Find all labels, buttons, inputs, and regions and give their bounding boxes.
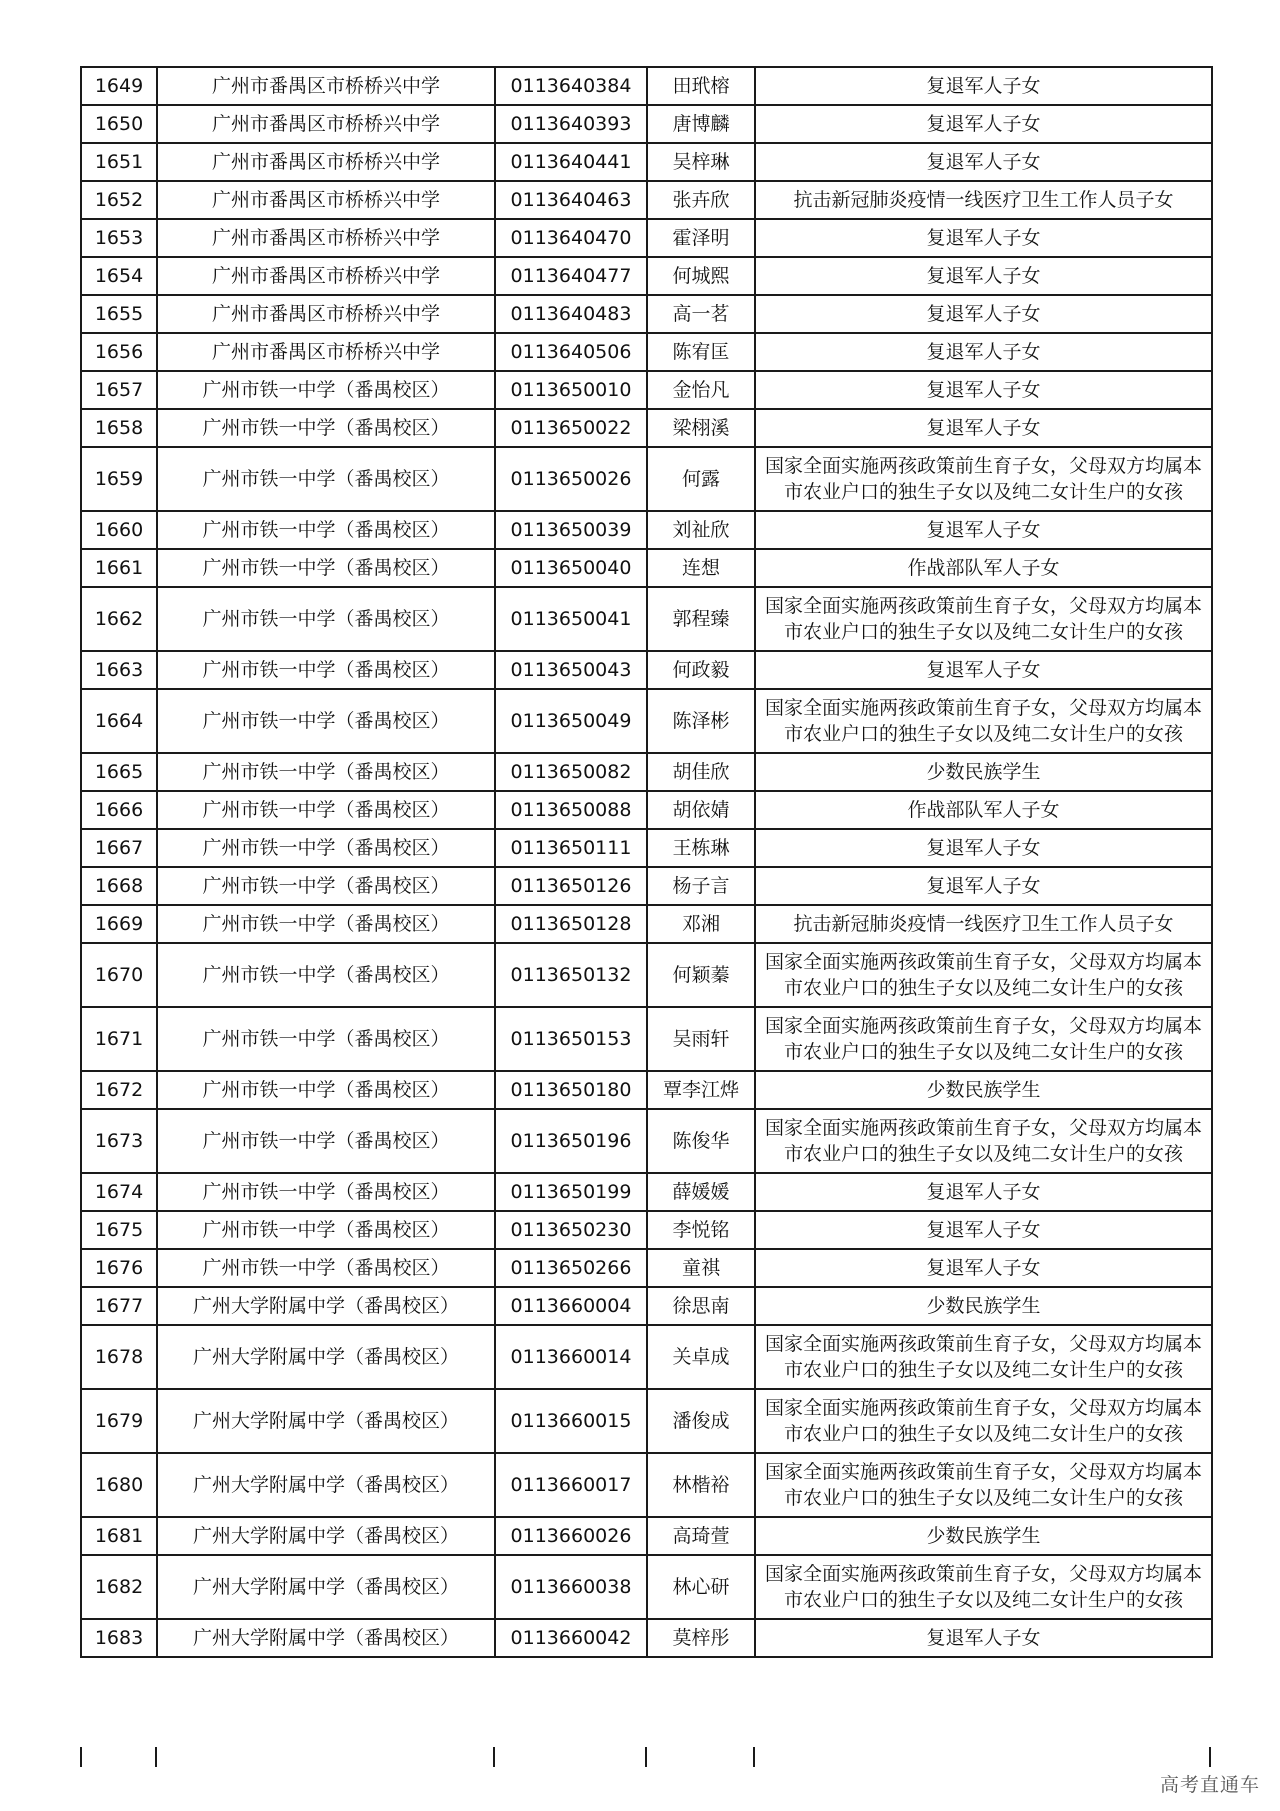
candidate-id-cell: 0113650043: [495, 651, 647, 689]
category-cell: 少数民族学生: [755, 1517, 1212, 1555]
student-name-cell: 王栋琳: [647, 829, 755, 867]
category-cell: 国家全面实施两孩政策前生育子女，父母双方均属本市农业户口的独生子女以及纯二女计生户的女孩: [755, 943, 1212, 1007]
row-number-cell: 1673: [81, 1109, 157, 1173]
table-edge-line: [753, 1747, 755, 1767]
school-name-cell: 广州市铁一中学（番禺校区）: [157, 371, 495, 409]
school-name-cell: 广州市铁一中学（番禺校区）: [157, 511, 495, 549]
school-name-cell: 广州大学附属中学（番禺校区）: [157, 1389, 495, 1453]
student-name-cell: 陈俊华: [647, 1109, 755, 1173]
table-row: [81, 587, 1212, 651]
student-name-cell: 唐博麟: [647, 105, 755, 143]
row-number-cell: 1661: [81, 549, 157, 587]
candidate-id-cell: 0113650111: [495, 829, 647, 867]
school-name-cell: 广州大学附属中学（番禺校区）: [157, 1619, 495, 1657]
table-row: [81, 1619, 1212, 1657]
student-name-cell: 薛媛媛: [647, 1173, 755, 1211]
student-name-cell: 何露: [647, 447, 755, 511]
row-number-cell: 1672: [81, 1071, 157, 1109]
table-edge-line: [493, 1747, 495, 1767]
category-cell: 国家全面实施两孩政策前生育子女，父母双方均属本市农业户口的独生子女以及纯二女计生户的女孩: [755, 1325, 1212, 1389]
candidate-id-cell: 0113660015: [495, 1389, 647, 1453]
student-name-cell: 梁栩溪: [647, 409, 755, 447]
school-name-cell: 广州大学附属中学（番禺校区）: [157, 1517, 495, 1555]
candidate-id-cell: 0113650049: [495, 689, 647, 753]
row-number-cell: 1650: [81, 105, 157, 143]
row-number-cell: 1663: [81, 651, 157, 689]
table-row: [81, 1007, 1212, 1071]
candidate-id-cell: 0113650266: [495, 1249, 647, 1287]
category-cell: 国家全面实施两孩政策前生育子女，父母双方均属本市农业户口的独生子女以及纯二女计生户的女孩: [755, 447, 1212, 511]
school-name-cell: 广州市番禺区市桥桥兴中学: [157, 67, 495, 105]
table-row: [81, 829, 1212, 867]
candidate-id-cell: 0113650088: [495, 791, 647, 829]
table-row: [81, 651, 1212, 689]
row-number-cell: 1669: [81, 905, 157, 943]
row-number-cell: 1656: [81, 333, 157, 371]
candidate-id-cell: 0113660004: [495, 1287, 647, 1325]
candidate-id-cell: 0113640477: [495, 257, 647, 295]
row-number-cell: 1681: [81, 1517, 157, 1555]
student-name-cell: 林心研: [647, 1555, 755, 1619]
category-cell: 复退军人子女: [755, 333, 1212, 371]
table-row: [81, 1517, 1212, 1555]
category-cell: 国家全面实施两孩政策前生育子女，父母双方均属本市农业户口的独生子女以及纯二女计生户的女孩: [755, 1555, 1212, 1619]
watermark: 高考直通车: [1159, 1774, 1260, 1796]
student-name-cell: 陈宥匡: [647, 333, 755, 371]
row-number-cell: 1670: [81, 943, 157, 1007]
school-name-cell: 广州市番禺区市桥桥兴中学: [157, 181, 495, 219]
category-cell: 复退军人子女: [755, 143, 1212, 181]
row-number-cell: 1683: [81, 1619, 157, 1657]
row-number-cell: 1665: [81, 753, 157, 791]
row-number-cell: 1682: [81, 1555, 157, 1619]
table-row: [81, 1249, 1212, 1287]
candidate-id-cell: 0113640384: [495, 67, 647, 105]
school-name-cell: 广州市铁一中学（番禺校区）: [157, 867, 495, 905]
school-name-cell: 广州市铁一中学（番禺校区）: [157, 1211, 495, 1249]
candidate-id-cell: 0113650199: [495, 1173, 647, 1211]
candidate-id-cell: 0113650196: [495, 1109, 647, 1173]
student-name-cell: 关卓成: [647, 1325, 755, 1389]
candidate-id-cell: 0113660038: [495, 1555, 647, 1619]
row-number-cell: 1680: [81, 1453, 157, 1517]
table-row: [81, 1555, 1212, 1619]
table-row: [81, 1211, 1212, 1249]
category-cell: 复退军人子女: [755, 1211, 1212, 1249]
category-cell: 抗击新冠肺炎疫情一线医疗卫生工作人员子女: [755, 905, 1212, 943]
row-number-cell: 1668: [81, 867, 157, 905]
school-name-cell: 广州大学附属中学（番禺校区）: [157, 1453, 495, 1517]
table-row: [81, 447, 1212, 511]
table-row: [81, 67, 1212, 105]
candidate-id-cell: 0113650153: [495, 1007, 647, 1071]
table-row: [81, 1071, 1212, 1109]
student-name-cell: 高琦萱: [647, 1517, 755, 1555]
school-name-cell: 广州市番禺区市桥桥兴中学: [157, 105, 495, 143]
candidate-id-cell: 0113650082: [495, 753, 647, 791]
student-name-cell: 莫梓彤: [647, 1619, 755, 1657]
row-number-cell: 1651: [81, 143, 157, 181]
student-name-cell: 何颖蓁: [647, 943, 755, 1007]
school-name-cell: 广州市铁一中学（番禺校区）: [157, 943, 495, 1007]
table-row: [81, 1109, 1212, 1173]
row-number-cell: 1674: [81, 1173, 157, 1211]
school-name-cell: 广州市铁一中学（番禺校区）: [157, 1109, 495, 1173]
student-name-cell: 邓湘: [647, 905, 755, 943]
table-edge-line: [645, 1747, 647, 1767]
candidate-id-cell: 0113650039: [495, 511, 647, 549]
school-name-cell: 广州市番禺区市桥桥兴中学: [157, 143, 495, 181]
table-row: [81, 143, 1212, 181]
candidate-id-cell: 0113660017: [495, 1453, 647, 1517]
category-cell: 国家全面实施两孩政策前生育子女，父母双方均属本市农业户口的独生子女以及纯二女计生户的女孩: [755, 1389, 1212, 1453]
candidate-id-cell: 0113660042: [495, 1619, 647, 1657]
school-name-cell: 广州市铁一中学（番禺校区）: [157, 549, 495, 587]
category-cell: 复退军人子女: [755, 511, 1212, 549]
category-cell: 复退军人子女: [755, 295, 1212, 333]
table-row: [81, 333, 1212, 371]
table-edge-line: [1209, 1747, 1211, 1767]
candidate-id-cell: 0113650041: [495, 587, 647, 651]
table-row: [81, 1453, 1212, 1517]
category-cell: 复退军人子女: [755, 1173, 1212, 1211]
row-number-cell: 1675: [81, 1211, 157, 1249]
student-name-cell: 金怡凡: [647, 371, 755, 409]
candidate-id-cell: 0113650128: [495, 905, 647, 943]
school-name-cell: 广州市铁一中学（番禺校区）: [157, 409, 495, 447]
school-name-cell: 广州大学附属中学（番禺校区）: [157, 1325, 495, 1389]
row-number-cell: 1660: [81, 511, 157, 549]
student-name-cell: 杨子言: [647, 867, 755, 905]
candidate-id-cell: 0113640506: [495, 333, 647, 371]
row-number-cell: 1666: [81, 791, 157, 829]
school-name-cell: 广州市铁一中学（番禺校区）: [157, 1249, 495, 1287]
candidate-id-cell: 0113640470: [495, 219, 647, 257]
candidate-id-cell: 0113650230: [495, 1211, 647, 1249]
candidate-id-cell: 0113650040: [495, 549, 647, 587]
candidate-id-cell: 0113660014: [495, 1325, 647, 1389]
candidate-id-cell: 0113660026: [495, 1517, 647, 1555]
student-name-cell: 连想: [647, 549, 755, 587]
student-name-cell: 胡依婧: [647, 791, 755, 829]
candidate-id-cell: 0113650132: [495, 943, 647, 1007]
school-name-cell: 广州大学附属中学（番禺校区）: [157, 1287, 495, 1325]
category-cell: 抗击新冠肺炎疫情一线医疗卫生工作人员子女: [755, 181, 1212, 219]
category-cell: 复退军人子女: [755, 371, 1212, 409]
school-name-cell: 广州市铁一中学（番禺校区）: [157, 689, 495, 753]
student-name-cell: 徐思南: [647, 1287, 755, 1325]
row-number-cell: 1678: [81, 1325, 157, 1389]
school-name-cell: 广州市番禺区市桥桥兴中学: [157, 219, 495, 257]
table-row: [81, 943, 1212, 1007]
candidate-id-cell: 0113650010: [495, 371, 647, 409]
category-cell: 复退军人子女: [755, 67, 1212, 105]
category-cell: 国家全面实施两孩政策前生育子女，父母双方均属本市农业户口的独生子女以及纯二女计生户的女孩: [755, 1007, 1212, 1071]
school-name-cell: 广州市番禺区市桥桥兴中学: [157, 295, 495, 333]
school-name-cell: 广州市番禺区市桥桥兴中学: [157, 257, 495, 295]
table-row: [81, 1173, 1212, 1211]
row-number-cell: 1677: [81, 1287, 157, 1325]
student-name-cell: 郭程臻: [647, 587, 755, 651]
category-cell: 复退军人子女: [755, 105, 1212, 143]
student-name-cell: 何城熙: [647, 257, 755, 295]
candidate-id-cell: 0113640463: [495, 181, 647, 219]
category-cell: 复退军人子女: [755, 1619, 1212, 1657]
category-cell: 复退军人子女: [755, 829, 1212, 867]
category-cell: 复退军人子女: [755, 219, 1212, 257]
row-number-cell: 1655: [81, 295, 157, 333]
category-cell: 复退军人子女: [755, 867, 1212, 905]
table-body: [81, 67, 1212, 1657]
student-name-cell: 刘祉欣: [647, 511, 755, 549]
student-name-cell: 胡佳欣: [647, 753, 755, 791]
table-edge-line: [155, 1747, 157, 1767]
table-row: [81, 295, 1212, 333]
school-name-cell: 广州市铁一中学（番禺校区）: [157, 753, 495, 791]
table-row: [81, 371, 1212, 409]
list-table: [80, 66, 1213, 1658]
student-name-cell: 吴雨轩: [647, 1007, 755, 1071]
student-name-cell: 童祺: [647, 1249, 755, 1287]
table-row: [81, 549, 1212, 587]
category-cell: 复退军人子女: [755, 651, 1212, 689]
table-row: [81, 181, 1212, 219]
category-cell: 作战部队军人子女: [755, 791, 1212, 829]
row-number-cell: 1654: [81, 257, 157, 295]
student-name-cell: 何政毅: [647, 651, 755, 689]
candidate-id-cell: 0113640393: [495, 105, 647, 143]
candidate-id-cell: 0113650126: [495, 867, 647, 905]
category-cell: 少数民族学生: [755, 1287, 1212, 1325]
table-edge-line: [80, 1747, 82, 1767]
table-row: [81, 867, 1212, 905]
category-cell: 国家全面实施两孩政策前生育子女，父母双方均属本市农业户口的独生子女以及纯二女计生户的女孩: [755, 689, 1212, 753]
row-number-cell: 1658: [81, 409, 157, 447]
student-name-cell: 张卉欣: [647, 181, 755, 219]
candidate-id-cell: 0113640483: [495, 295, 647, 333]
category-cell: 复退军人子女: [755, 409, 1212, 447]
category-cell: 复退军人子女: [755, 257, 1212, 295]
table-row: [81, 1389, 1212, 1453]
category-cell: 作战部队军人子女: [755, 549, 1212, 587]
table-row: [81, 1287, 1212, 1325]
school-name-cell: 广州市铁一中学（番禺校区）: [157, 1007, 495, 1071]
school-name-cell: 广州市铁一中学（番禺校区）: [157, 651, 495, 689]
school-name-cell: 广州市铁一中学（番禺校区）: [157, 1071, 495, 1109]
row-number-cell: 1676: [81, 1249, 157, 1287]
candidate-id-cell: 0113650026: [495, 447, 647, 511]
student-name-cell: 李悦铭: [647, 1211, 755, 1249]
school-name-cell: 广州市铁一中学（番禺校区）: [157, 791, 495, 829]
table-row: [81, 409, 1212, 447]
table-row: [81, 689, 1212, 753]
row-number-cell: 1667: [81, 829, 157, 867]
table-row: [81, 511, 1212, 549]
category-cell: 国家全面实施两孩政策前生育子女，父母双方均属本市农业户口的独生子女以及纯二女计生户的女孩: [755, 1109, 1212, 1173]
candidate-id-cell: 0113650180: [495, 1071, 647, 1109]
student-name-cell: 高一茗: [647, 295, 755, 333]
row-number-cell: 1679: [81, 1389, 157, 1453]
row-number-cell: 1659: [81, 447, 157, 511]
table-row: [81, 905, 1212, 943]
row-number-cell: 1657: [81, 371, 157, 409]
table-row: [81, 257, 1212, 295]
row-number-cell: 1664: [81, 689, 157, 753]
row-number-cell: 1671: [81, 1007, 157, 1071]
student-name-cell: 陈泽彬: [647, 689, 755, 753]
category-cell: 复退军人子女: [755, 1249, 1212, 1287]
school-name-cell: 广州市番禺区市桥桥兴中学: [157, 333, 495, 371]
category-cell: 国家全面实施两孩政策前生育子女，父母双方均属本市农业户口的独生子女以及纯二女计生户的女孩: [755, 587, 1212, 651]
student-name-cell: 覃李江烨: [647, 1071, 755, 1109]
school-name-cell: 广州市铁一中学（番禺校区）: [157, 447, 495, 511]
category-cell: 国家全面实施两孩政策前生育子女，父母双方均属本市农业户口的独生子女以及纯二女计生户的女孩: [755, 1453, 1212, 1517]
school-name-cell: 广州大学附属中学（番禺校区）: [157, 1555, 495, 1619]
student-name-cell: 林楷裕: [647, 1453, 755, 1517]
student-name-cell: 霍泽明: [647, 219, 755, 257]
student-name-cell: 田玳榕: [647, 67, 755, 105]
candidate-id-cell: 0113650022: [495, 409, 647, 447]
table-row: [81, 219, 1212, 257]
table-row: [81, 105, 1212, 143]
category-cell: 少数民族学生: [755, 753, 1212, 791]
school-name-cell: 广州市铁一中学（番禺校区）: [157, 1173, 495, 1211]
table-row: [81, 753, 1212, 791]
candidate-id-cell: 0113640441: [495, 143, 647, 181]
row-number-cell: 1649: [81, 67, 157, 105]
school-name-cell: 广州市铁一中学（番禺校区）: [157, 587, 495, 651]
table-row: [81, 791, 1212, 829]
category-cell: 少数民族学生: [755, 1071, 1212, 1109]
school-name-cell: 广州市铁一中学（番禺校区）: [157, 905, 495, 943]
row-number-cell: 1653: [81, 219, 157, 257]
table-row: [81, 1325, 1212, 1389]
student-name-cell: 吴梓琳: [647, 143, 755, 181]
row-number-cell: 1662: [81, 587, 157, 651]
student-name-cell: 潘俊成: [647, 1389, 755, 1453]
row-number-cell: 1652: [81, 181, 157, 219]
school-name-cell: 广州市铁一中学（番禺校区）: [157, 829, 495, 867]
